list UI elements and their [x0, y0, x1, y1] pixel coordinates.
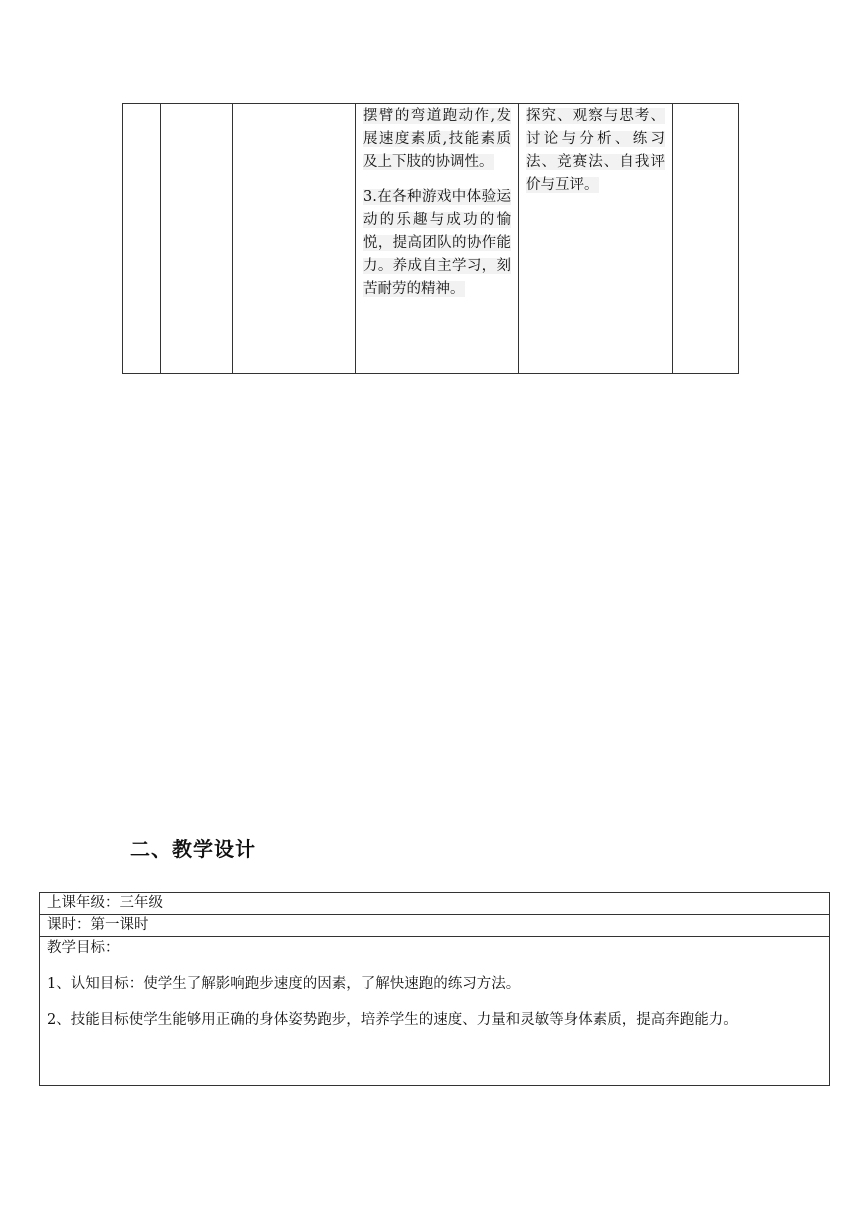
goals-title: 教学目标： — [47, 940, 120, 956]
goals-cell — [40, 937, 830, 1086]
period-row: 课时：第一课时 — [40, 915, 830, 937]
empty-cell-3 — [233, 104, 356, 374]
objective-paragraph: 3.在各种游戏中体验运动的乐趣与成功的愉悦，提高团队的协作能力。养成自主学习，刻苦耐劳的精神。 — [363, 189, 511, 297]
empty-cell-1 — [123, 104, 161, 374]
section-heading: 二、教学设计 — [130, 837, 256, 861]
empty-cell-2 — [161, 104, 233, 374]
objective-paragraph: 摆臂的弯道跑动作,发展速度素质,技能素质及上下肢的协调性。 — [363, 108, 511, 170]
goal-item: 2、技能目标使学生能够用正确的身体姿势跑步，培养学生的速度、力量和灵敏等身体素质，提高奔跑能力。 — [47, 1012, 738, 1028]
objectives-cell — [356, 104, 519, 374]
grade-row: 上课年级：三年级 — [40, 893, 830, 915]
continued-lesson-table — [122, 103, 739, 374]
teaching-design-table — [39, 892, 830, 1086]
methods-text: 探究、观察与思考、讨论与分析、练习法、竞赛法、自我评价与互评。 — [526, 108, 665, 193]
methods-cell — [519, 104, 673, 374]
goal-item: 1、认知目标：使学生了解影响跑步速度的因素，了解快速跑的练习方法。 — [47, 976, 521, 992]
empty-cell-6 — [673, 104, 739, 374]
